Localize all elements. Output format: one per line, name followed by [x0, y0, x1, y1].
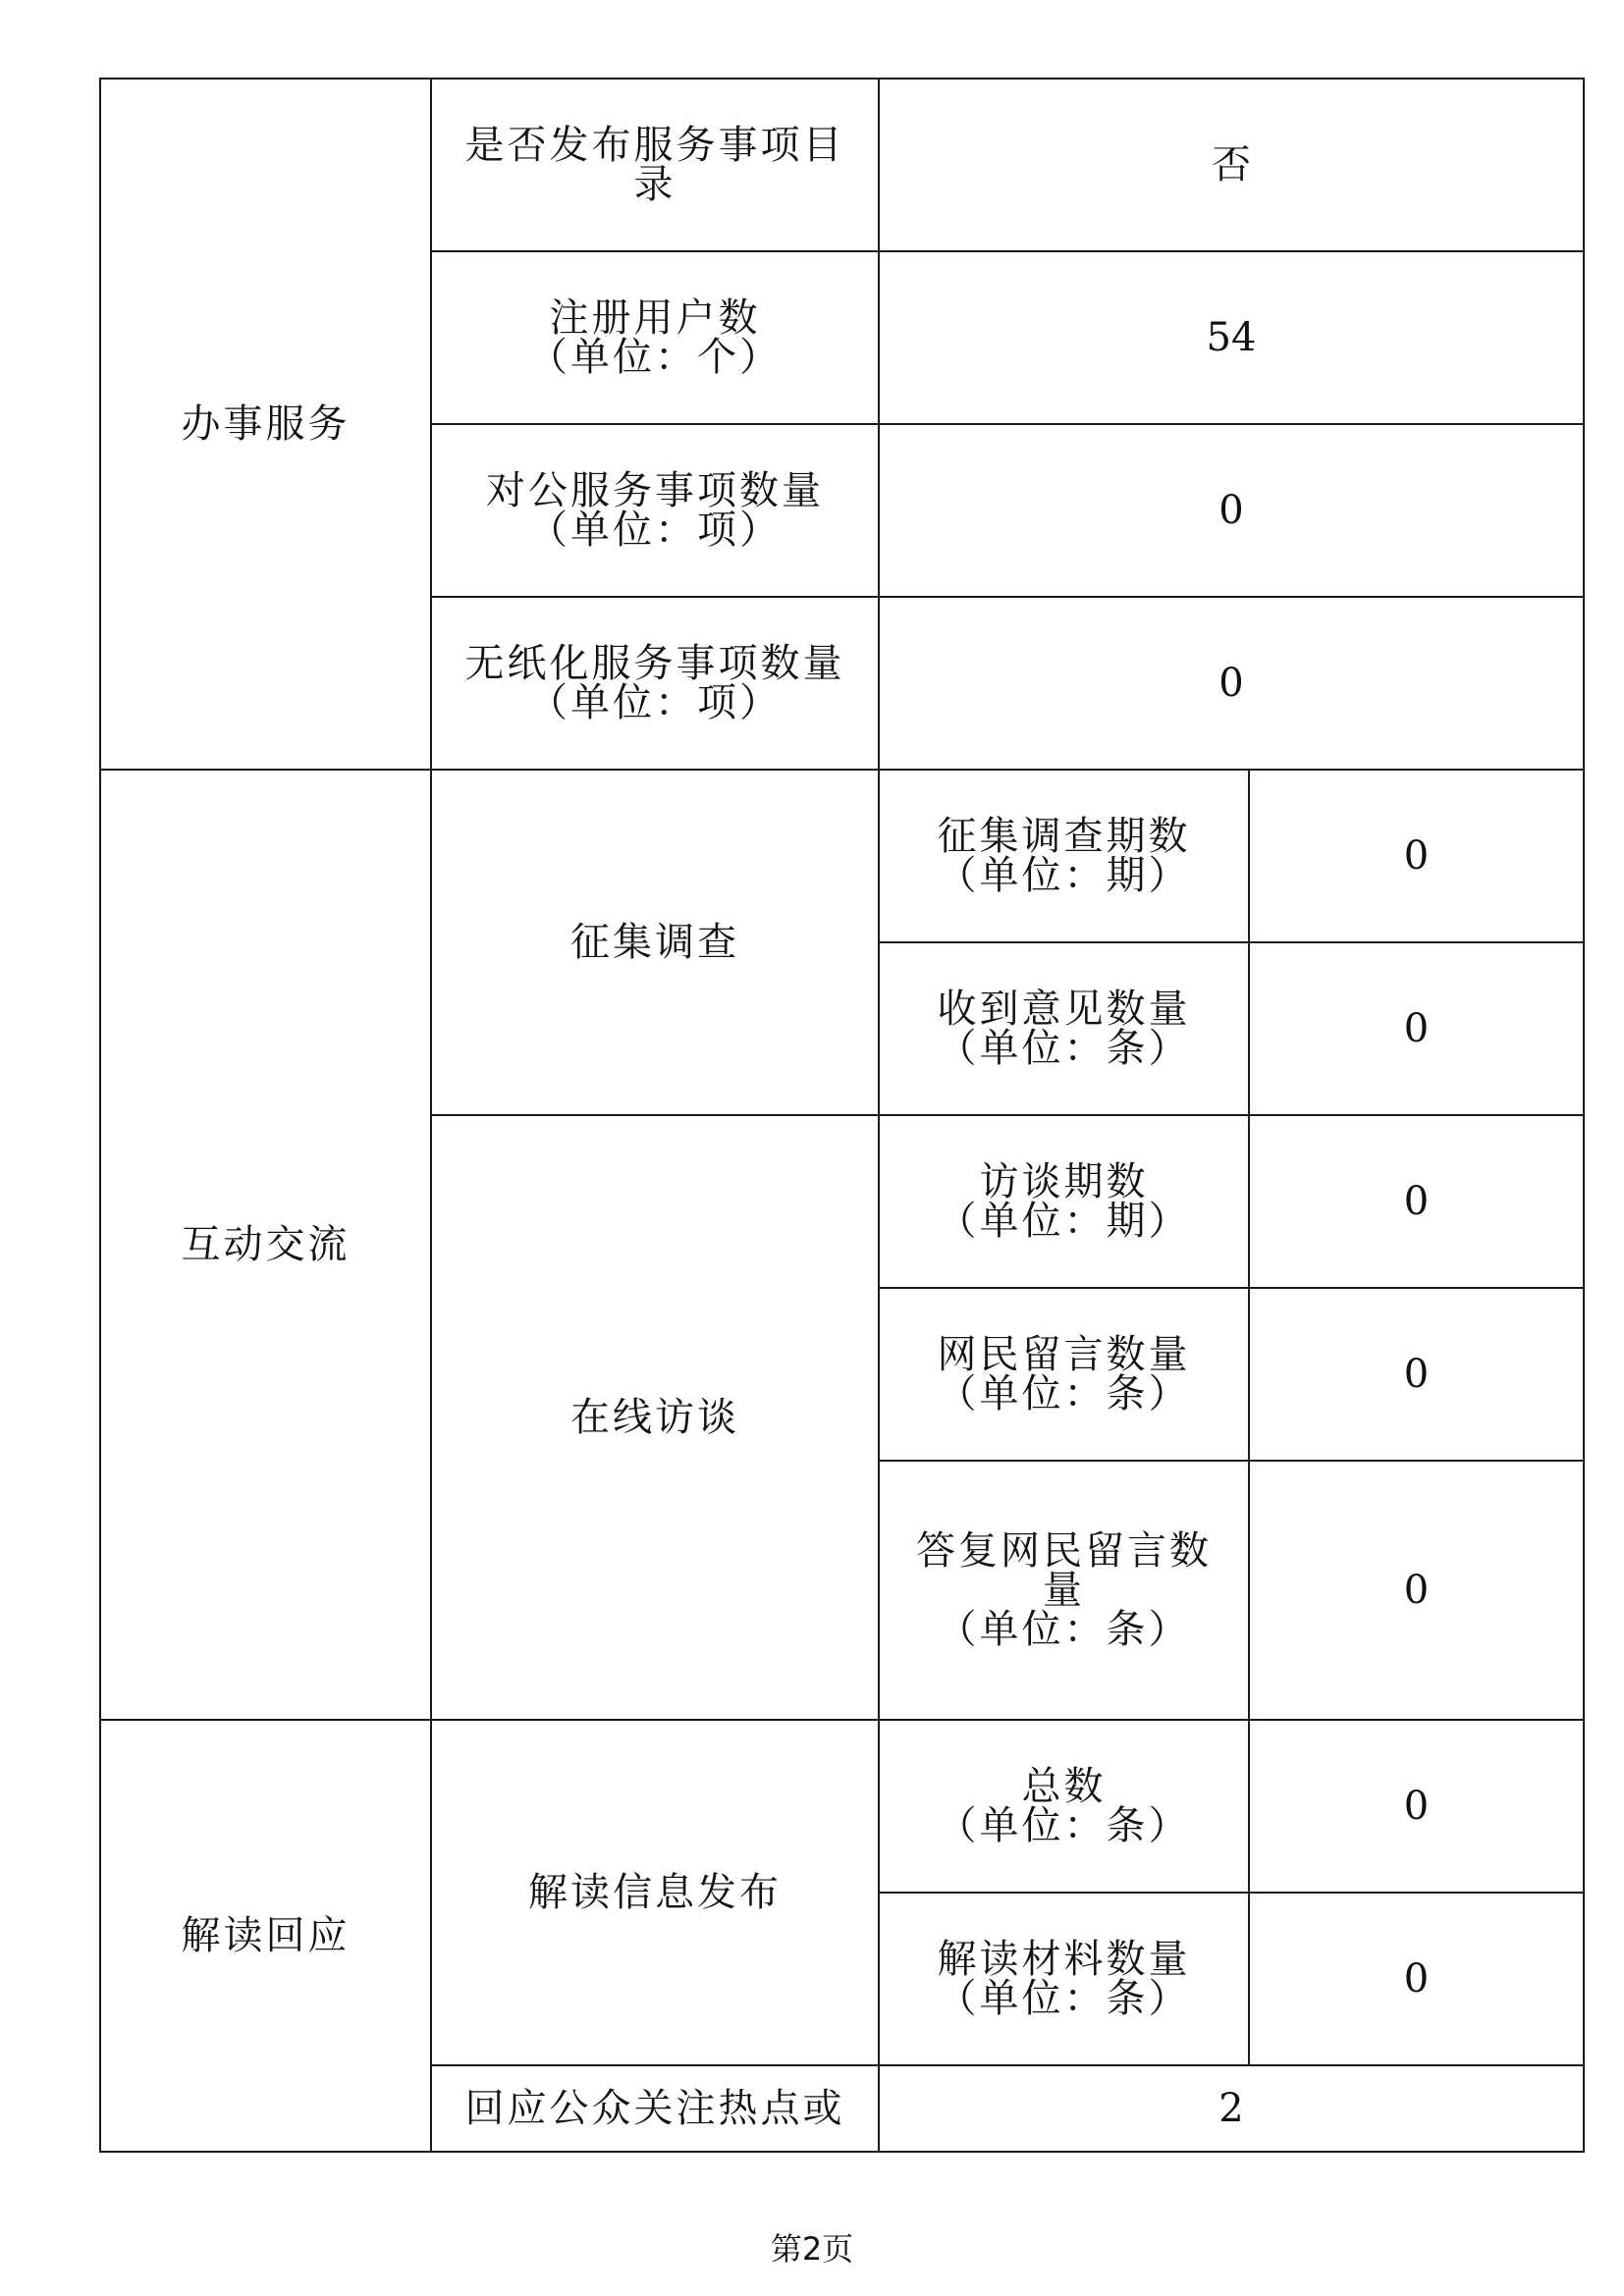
section-label-service: 办事服务	[100, 79, 431, 770]
row-label-hotspot-response: 回应公众关注热点或	[431, 2065, 879, 2152]
value-materials: 0	[1249, 1893, 1584, 2065]
group-label-publish: 解读信息发布	[431, 1720, 879, 2065]
table-row	[100, 770, 1584, 942]
value-netizen-messages: 0	[1249, 1288, 1584, 1461]
row-label-replied-messages: 答复网民留言数 量 （单位：条）	[879, 1461, 1249, 1720]
value-survey-periods: 0	[1249, 770, 1584, 942]
row-label-opinions-received: 收到意见数量 （单位：条）	[879, 942, 1249, 1115]
statistics-table	[99, 78, 1585, 2153]
value-total: 0	[1249, 1720, 1584, 1893]
value-opinions-received: 0	[1249, 942, 1584, 1115]
value-interview-periods: 0	[1249, 1115, 1584, 1288]
row-label-paperless-services: 无纸化服务事项数量 （单位：项）	[431, 597, 879, 770]
value-public-services: 0	[879, 424, 1584, 597]
page-number: 第2页	[770, 2230, 854, 2268]
section-label-interaction: 互动交流	[100, 770, 431, 1720]
table-row	[100, 79, 1584, 251]
value-paperless-services: 0	[879, 597, 1584, 770]
row-label-service-catalog: 是否发布服务事项目 录	[431, 79, 879, 251]
value-service-catalog: 否	[879, 79, 1584, 251]
row-label-interview-periods: 访谈期数 （单位：期）	[879, 1115, 1249, 1288]
row-label-registered-users: 注册用户数 （单位：个）	[431, 251, 879, 424]
row-label-public-services: 对公服务事项数量 （单位：项）	[431, 424, 879, 597]
table-row	[100, 1720, 1584, 1893]
value-hotspot-response: 2	[879, 2065, 1584, 2152]
row-label-survey-periods: 征集调查期数 （单位：期）	[879, 770, 1249, 942]
row-label-materials: 解读材料数量 （单位：条）	[879, 1893, 1249, 2065]
group-label-interview: 在线访谈	[431, 1115, 879, 1720]
value-replied-messages: 0	[1249, 1461, 1584, 1720]
value-registered-users: 54	[879, 251, 1584, 424]
row-label-netizen-messages: 网民留言数量 （单位：条）	[879, 1288, 1249, 1461]
group-label-survey: 征集调查	[431, 770, 879, 1115]
row-label-total: 总数 （单位：条）	[879, 1720, 1249, 1893]
section-label-response: 解读回应	[100, 1720, 431, 2152]
